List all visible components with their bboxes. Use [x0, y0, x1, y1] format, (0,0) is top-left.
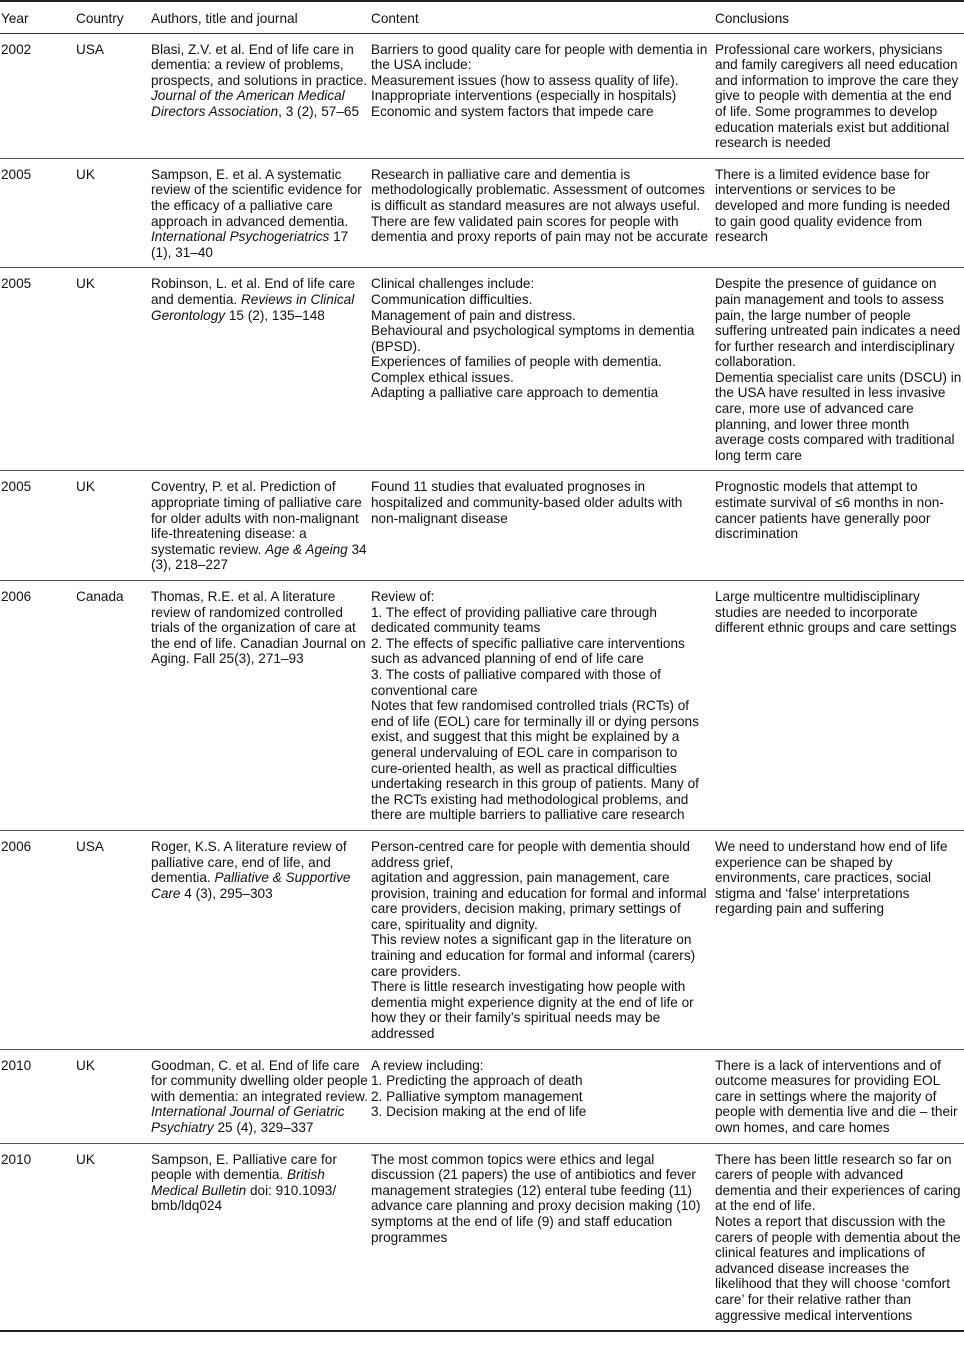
conclusion-line: Notes a report that discussion with the carers of people with dementia about the clinical features and implications of advanced disease increases the likelihood that they will choose ‘comfort care’ for their relative rather than aggressive medical interventions [715, 1213, 961, 1323]
cell-authors [150, 1049, 370, 1143]
content-line: agitation and aggression, pain management, care provision, training and education for formal and informal care providers, decision making, primary settings of care, spirituality and dignity. [371, 870, 707, 932]
conclusion-line: There is a limited evidence base for interventions or services to be developed and more funding is needed to gain good quality evidence from research [715, 166, 951, 245]
cell-authors [150, 471, 370, 581]
content-line: 2. The effects of specific palliative care interventions such as advanced planning of end of life care [371, 635, 685, 667]
cell-year: 2005 [0, 158, 75, 268]
table-body [0, 33, 964, 1331]
journal-name: Journal of the American Medical Directors Association [151, 88, 345, 119]
cell-year: 2006 [0, 581, 75, 831]
content-line: 1. The effect of providing palliative care through dedicated community teams [371, 604, 657, 636]
conclusion-line: Professional care workers, physicians and family caregivers all need education and information to improve the care they give to people with dementia at the end of life. Some programmes to develop education materials exist but additional research is needed [715, 41, 959, 151]
content-line: Research in palliative care and dementia is methodologically problematic. Assessment of outcomes is difficult as standard measures are not always useful. There are few validated pain scores for people with dementia and proxy reports of pain may not be accurate [371, 166, 709, 245]
authors-title: Goodman, C. et al. End of life care for community dwelling older people with dementia: an integrated review. [151, 1057, 368, 1104]
content-line: Person-centred care for people with dementia should address grief, [371, 838, 690, 870]
table-row [0, 268, 964, 471]
content-line: 3. The costs of palliative compared with those of conventional care [371, 666, 661, 698]
header-conclusions: Conclusions [714, 1, 964, 33]
cell-country: USA [75, 33, 150, 158]
table-row [0, 158, 964, 268]
cell-conclusions [714, 1143, 964, 1331]
cell-country: UK [75, 1049, 150, 1143]
authors-title: Blasi, Z.V. et al. End of life care in dementia: a review of problems, prospects, and solutions in practice. [151, 41, 368, 88]
cell-conclusions [714, 1049, 964, 1143]
citation-detail: 25 (4), 329–337 [213, 1120, 314, 1135]
content-line: Inappropriate interventions (especially in hospitals) [371, 88, 677, 104]
content-line: Clinical challenges include: [371, 276, 535, 292]
content-line: Adapting a palliative care approach to dementia [371, 385, 659, 401]
conclusion-line: Dementia specialist care units (DSCU) in the USA have resulted in less invasive care, more use of advanced care planning, and lower three month average costs compared with traditional long term care [715, 369, 962, 463]
cell-conclusions [714, 268, 964, 471]
citation-detail: 15 (2), 135–148 [225, 307, 325, 323]
citation-detail: doi: 910.1093/ bmb/ldq024 [151, 1182, 337, 1214]
conclusion-line: Large multicentre multidisciplinary studies are needed to incorporate different ethnic groups and care settings [715, 589, 957, 636]
header-authors: Authors, title and journal [150, 1, 370, 33]
cell-content [370, 1143, 714, 1331]
cell-content [370, 581, 714, 831]
cell-conclusions [714, 471, 964, 581]
content-line: Notes that few randomised controlled trials (RCTs) of end of life (EOL) care for terminally ill or dying persons exist, and suggest that this might be explained by a general undervaluing of EOL care in comparison to cure-oriented health, as well as practical difficulties undertaking research in this group of patients. Many of the RCTs existing had methodological problems, and there are multiple barriers to palliative care research [371, 698, 699, 823]
citation-detail: 4 (3), 295–303 [180, 885, 273, 901]
authors-title: Robinson, L. et al. End of life care and dementia. [151, 276, 356, 307]
cell-content [370, 268, 714, 471]
table-row [0, 830, 964, 1049]
cell-country: UK [75, 268, 150, 471]
cell-conclusions [714, 33, 964, 158]
journal-name: British Medical Bulletin [151, 1167, 325, 1198]
table-row [0, 1049, 964, 1143]
content-line: 2. Palliative symptom management [371, 1088, 583, 1104]
content-line: Behavioural and psychological symptoms in dementia (BPSD). [371, 323, 695, 354]
cell-year: 2010 [0, 1049, 75, 1143]
header-year: Year [0, 1, 75, 33]
content-line: Management of pain and distress. [371, 307, 576, 323]
conclusion-line: Despite the presence of guidance on pain management and tools to assess pain, the large number of people suffering untreated pain indicates a need for further research and interdisciplinary collaboration. [715, 276, 961, 370]
journal-name: International Psychogeriatrics [151, 229, 330, 245]
cell-conclusions [714, 830, 964, 1049]
citation-detail: , 3 (2), 57–65 [278, 103, 360, 119]
content-line: 1. Predicting the approach of death [371, 1073, 583, 1089]
cell-content [370, 1049, 714, 1143]
authors-title: Sampson, E. Palliative care for people with dementia. [151, 1151, 337, 1183]
cell-year: 2002 [0, 33, 75, 158]
content-line: Experiences of families of people with dementia. [371, 354, 662, 370]
citation-detail: 34 (3), 218–227 [151, 541, 367, 573]
cell-year: 2006 [0, 830, 75, 1049]
content-line: Measurement issues (how to assess quality of life). [371, 72, 679, 88]
header-row [0, 1, 964, 33]
content-line: There is little research investigating how people with dementia might experience dignity at the end of life or how they or their family’s spiritual needs may be addressed [371, 979, 694, 1042]
authors-title: Roger, K.S. A literature review of palliative care, end of life, and dementia. [151, 838, 347, 886]
conclusion-line: We need to understand how end of life experience can be shaped by environments, care practices, social stigma and ‘false’ interpretations regarding pain and suffering [715, 838, 948, 917]
journal-name: Palliative & Supportive Care [151, 870, 351, 901]
table-row [0, 1143, 964, 1331]
cell-authors [150, 158, 370, 268]
content-line: Complex ethical issues. [371, 369, 514, 385]
authors-title: Coventry, P. et al. Prediction of appropriate timing of palliative care for older adults with non-malignant life-threatening disease: a systematic review. [151, 479, 362, 557]
authors-title: Sampson, E. et al. A systematic review of the scientific evidence for the efficacy of a palliative care approach in advanced dementia. [151, 166, 362, 229]
cell-authors [150, 33, 370, 158]
content-line: Barriers to good quality care for people with dementia in the USA include: [371, 41, 708, 73]
cell-year: 2005 [0, 268, 75, 471]
cell-content [370, 158, 714, 268]
conclusion-line: There has been little research so far on carers of people with advanced dementia and their experiences of caring at the end of life. [715, 1151, 961, 1214]
cell-authors [150, 830, 370, 1049]
journal-name: Reviews in Clinical Gerontology [151, 291, 355, 323]
cell-country: USA [75, 830, 150, 1049]
content-line: Review of: [371, 589, 435, 604]
conclusion-line: There is a lack of interventions and of outcome measures for providing EOL care in settings where the majority of people with dementia live and die – their own homes, and care homes [715, 1057, 958, 1135]
journal-name: Age & Ageing [265, 541, 348, 557]
cell-country: UK [75, 1143, 150, 1331]
content-line: The most common topics were ethics and legal discussion (21 papers) the use of antibiotics and fever management strategies (12) enteral tube feeding (11) advance care planning and proxy decision making (10) symptoms at the end of life (9) and staff education programmes [371, 1151, 701, 1245]
header-country: Country [75, 1, 150, 33]
cell-content [370, 33, 714, 158]
cell-conclusions [714, 158, 964, 268]
content-line: 3. Decision making at the end of life [371, 1104, 587, 1120]
table-row [0, 471, 964, 581]
cell-country: UK [75, 471, 150, 581]
cell-content [370, 830, 714, 1049]
cell-country: UK [75, 158, 150, 268]
citation-detail: 17 (1), 31–40 [151, 229, 349, 260]
journal-name: International Journal of Geriatric Psychiatry [151, 1104, 345, 1135]
table-row [0, 33, 964, 158]
content-line: Communication difficulties. [371, 291, 533, 307]
cell-year: 2010 [0, 1143, 75, 1331]
conclusion-line: Prognostic models that attempt to estimate survival of ≤6 months in non-cancer patients have generally poor discrimination [715, 479, 944, 542]
authors-title: Thomas, R.E. et al. A literature review of randomized controlled trials of the organization of care at the end of life. Canadian Journal on Aging. Fall 25(3), 271–93 [151, 589, 366, 667]
content-line: This review notes a significant gap in the literature on training and education for formal and informal (carers) care providers. [371, 932, 696, 979]
cell-content [370, 471, 714, 581]
content-line: A review including: [371, 1057, 484, 1073]
content-line: Economic and system factors that impede care [371, 103, 654, 119]
cell-conclusions [714, 581, 964, 831]
header-content: Content [370, 1, 714, 33]
cell-year: 2005 [0, 471, 75, 581]
table-row [0, 581, 964, 831]
cell-country: Canada [75, 581, 150, 831]
cell-authors [150, 1143, 370, 1331]
content-line: Found 11 studies that evaluated prognoses in hospitalized and community-based older adults with non-malignant disease [371, 479, 683, 526]
cell-authors [150, 581, 370, 831]
cell-authors [150, 268, 370, 471]
